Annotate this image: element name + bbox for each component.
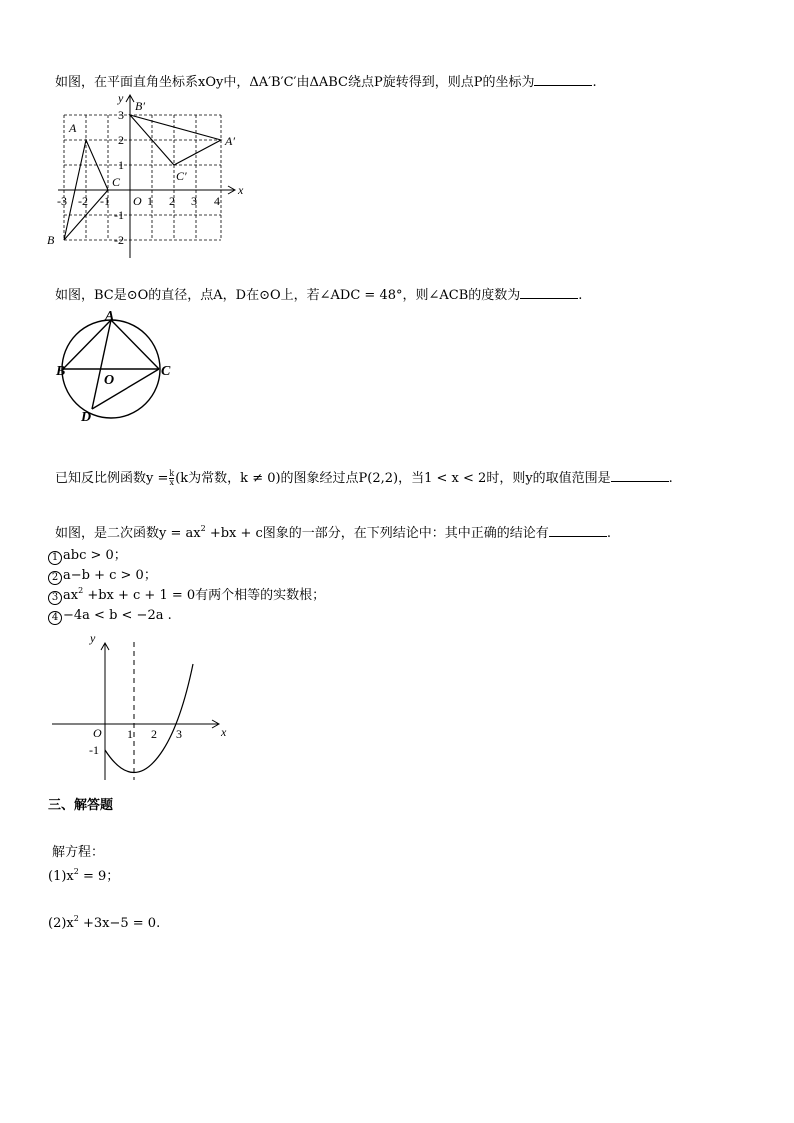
segment-ad	[92, 320, 111, 409]
segment-dc	[92, 369, 159, 409]
x-axis-label: x	[238, 183, 244, 197]
x-tick: 2	[169, 194, 175, 208]
y-axis-label: y	[90, 631, 96, 645]
x-tick: 2	[151, 727, 157, 741]
point-b1-label: B′	[135, 99, 145, 113]
point-a-label: A	[105, 309, 115, 324]
x-tick: 1	[127, 727, 133, 741]
q4-parabola-figure	[48, 628, 228, 788]
origin-label: O	[133, 194, 142, 208]
y-tick: 3	[118, 108, 124, 122]
fraction-k-over-x: $\frac{k}{x}$	[169, 469, 175, 487]
q1-text: 如图，在平面直角坐标系xOy中，ΔA′B′C′由ΔABC绕点P旋转得到，则点P的坐标为 .	[55, 75, 597, 90]
q3-text: 已知反比例函数y = $\frac{k}{x}$ (k为常数，k ≠ 0)的图象经过点P(2,2)，当1 < x < 2时，则y的取值范围是 .	[55, 469, 673, 487]
x-tick: 3	[176, 727, 182, 741]
point-a1-label: A′	[225, 134, 235, 148]
segment-ac	[111, 320, 159, 369]
parabola-curve	[105, 664, 193, 773]
q4-text: 如图，是二次函数$y = ax^2 +bx + c$图象的一部分，在下列结论中：其中正确的结论有 .	[55, 524, 611, 541]
point-c-label: C	[161, 364, 171, 379]
q4-option-1: 1 abc > 0；	[48, 548, 127, 565]
x-tick: -1	[100, 194, 110, 208]
point-b-label: B	[47, 233, 55, 247]
point-c-label: C	[112, 175, 121, 189]
y-tick: -1	[114, 208, 124, 222]
q2-circle-figure	[55, 305, 185, 425]
point-b-label: B	[56, 364, 66, 379]
q1-coordinate-figure	[45, 88, 245, 258]
q5-part-1: $(1)x^2 = 9$；	[48, 867, 120, 884]
y-tick: 2	[118, 133, 124, 147]
point-d-label: D	[81, 410, 92, 425]
axis-labels	[57, 91, 244, 247]
section-title: 三、解答题	[48, 798, 114, 813]
y-tick: 1	[118, 158, 124, 172]
origin-label: O	[93, 726, 102, 740]
q4-option-2: 2 a−b + c > 0；	[48, 568, 157, 585]
segment-ab	[63, 320, 111, 369]
y-tick: -1	[89, 743, 99, 757]
q5-title: 解方程：	[52, 845, 105, 860]
answer-blank[interactable]	[520, 298, 578, 299]
q4-option-4: 4 −4a < b < −2a .	[48, 608, 172, 625]
q4-option-3: 3 $ax^2 +bx + c + 1 = 0$有两个相等的实数根；	[48, 588, 325, 605]
q2-text: 如图，BC是⊙O的直径，点A，D在⊙O上，若∠ADC = 48°，则∠ACB的度数为 .	[55, 288, 583, 303]
answer-blank[interactable]	[549, 536, 607, 537]
q5-part-2: $(2)x^2 +3x-5 = 0$.	[48, 914, 161, 931]
x-tick: 4	[214, 194, 220, 208]
answer-blank[interactable]	[611, 481, 669, 482]
answer-blank[interactable]	[534, 85, 592, 86]
x-tick: -2	[78, 194, 88, 208]
point-c1-label: C′	[176, 169, 187, 183]
y-tick: -2	[114, 233, 124, 247]
y-axis-label: y	[118, 91, 124, 105]
x-tick: -3	[57, 194, 67, 208]
x-axis-label: x	[221, 725, 227, 739]
point-labels	[47, 99, 235, 247]
center-o-label: O	[104, 373, 115, 388]
x-tick: 1	[147, 194, 153, 208]
point-a-label: A	[69, 121, 77, 135]
x-tick: 3	[191, 194, 197, 208]
